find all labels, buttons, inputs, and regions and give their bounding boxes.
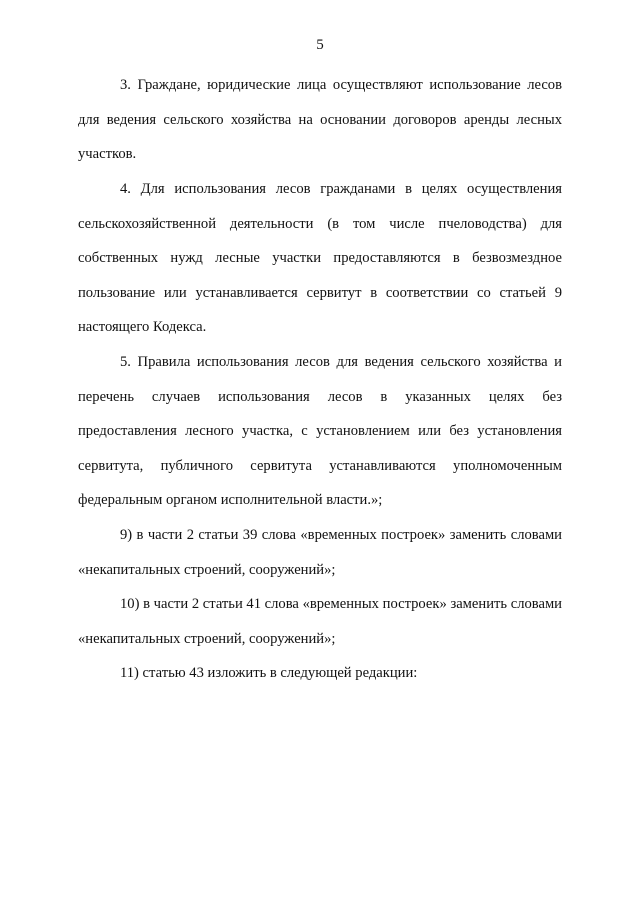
paragraph-item-10: 10) в части 2 статьи 41 слова «временных построек» заменить словами «некапитальных строений, сооружений»; xyxy=(78,596,562,647)
paragraph-clause-5: 5. Правила использования лесов для ведения сельского хозяйства и перечень случаев использования лесов в указанных целях без предоставления лесного участка, с установлением или без установления сервитута, публичного сервитута устанавливаются уполномоченным федеральным органом исполнительной власти.»; xyxy=(78,354,562,508)
page-number: 5 xyxy=(316,37,324,53)
paragraph-clause-4: 4. Для использования лесов гражданами в целях осуществления сельскохозяйственной деятельности (в том числе пчеловодства) для собственных нужд лесные участки предоставляются в безвозмездное пользование или устанавливается сервитут в соответствии со статьей 9 настоящего Кодекса. xyxy=(78,181,562,335)
paragraph-item-11: 11) статью 43 изложить в следующей редакции: xyxy=(120,665,418,681)
paragraph-item-9: 9) в части 2 статьи 39 слова «временных построек» заменить словами «некапитальных строений, сооружений»; xyxy=(78,527,562,578)
paragraph-clause-3: 3. Граждане, юридические лица осуществляют использование лесов для ведения сельского хозяйства на основании договоров аренды лесных участков. xyxy=(78,77,562,162)
